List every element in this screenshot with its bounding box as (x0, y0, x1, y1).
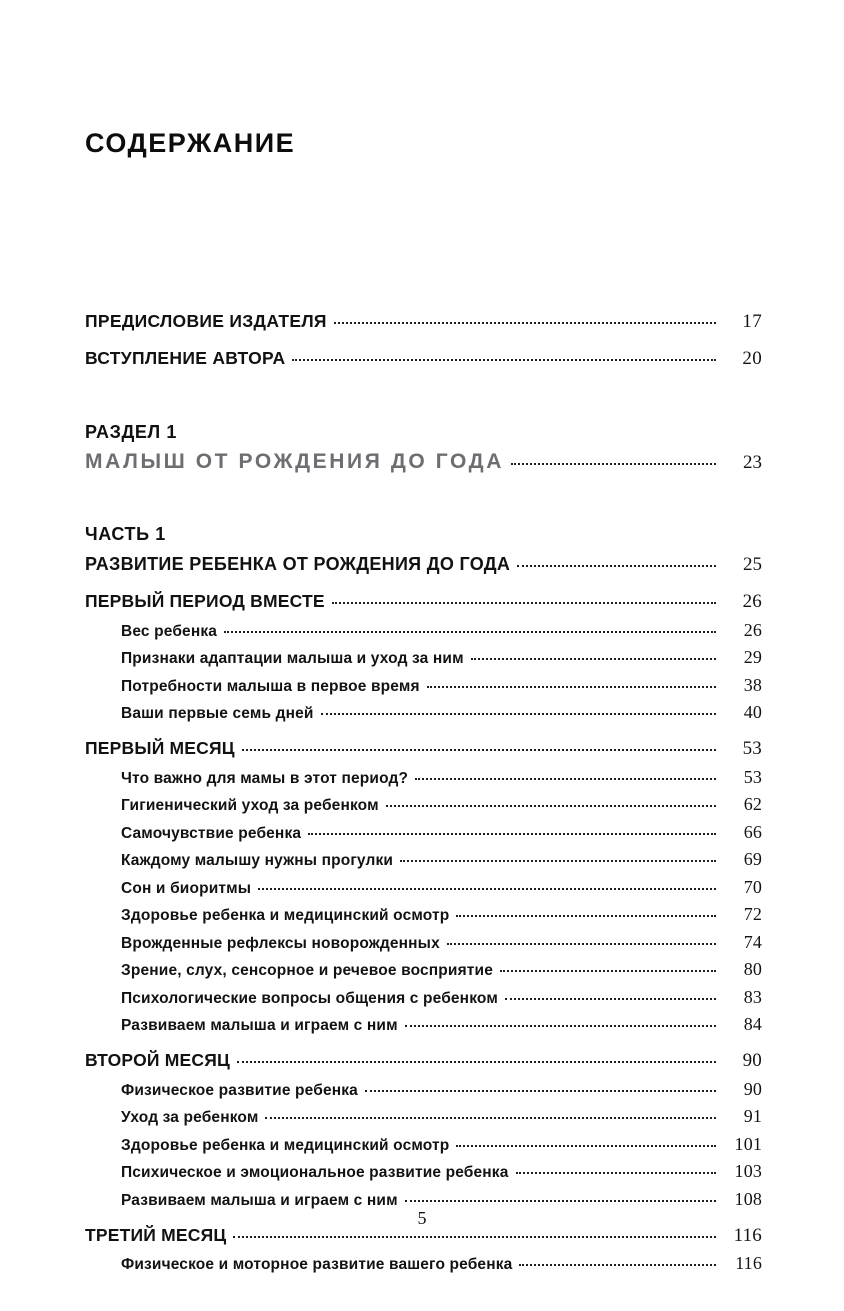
footer-page-number: 5 (417, 1208, 427, 1228)
toc-entry-page: 80 (743, 959, 762, 979)
toc-entry-page: 83 (743, 986, 762, 1007)
dot-leader (456, 1145, 716, 1147)
chapter-block (85, 591, 762, 723)
toc-entry-page: 72 (743, 904, 762, 924)
dot-leader (308, 833, 716, 835)
chapter-title: ПЕРВЫЙ МЕСЯЦ (85, 738, 235, 758)
toc-entry-page: 25 (743, 554, 762, 575)
toc-entry (121, 1106, 762, 1127)
toc-entry-label: Потребности малыша в первое время (121, 677, 420, 695)
toc-entry-page: 91 (743, 1106, 762, 1126)
dot-leader (447, 943, 716, 945)
section-title: МАЛЫШ ОТ РОЖДЕНИЯ ДО ГОДА (85, 450, 505, 473)
toc-entry-label: Гигиенический уход за ребенком (121, 797, 379, 814)
toc-entry (121, 767, 762, 788)
toc-entry-label: Зрение, слух, сенсорное и речевое восприятие (121, 962, 493, 979)
chapter-subitems (121, 767, 762, 1036)
dot-leader (427, 686, 716, 688)
toc-entry-label: Развиваем малыша и играем с ним (121, 1017, 398, 1034)
toc-entry (121, 1253, 762, 1274)
chapter-block (85, 1225, 762, 1275)
dot-leader (242, 749, 716, 751)
toc-entry-page: 74 (743, 931, 762, 952)
chapter-entry (85, 591, 762, 613)
toc-entry (121, 1134, 762, 1155)
toc-entry-label: Каждому малышу нужны прогулки (121, 852, 394, 869)
dot-leader (505, 998, 716, 1000)
page-title: СОДЕРЖАНИЕ (85, 128, 296, 158)
toc-entry-page: 62 (743, 794, 762, 814)
toc-entry-label: ПРЕДИСЛОВИЕ ИЗДАТЕЛЯ (85, 311, 327, 331)
dot-leader (511, 463, 716, 465)
toc-entry-label: Врожденные рефлексы новорожденных (121, 934, 440, 952)
toc-entry-page: 20 (742, 348, 762, 369)
dot-leader (233, 1236, 716, 1238)
toc-entry-page: 40 (743, 702, 762, 722)
dot-leader (237, 1061, 716, 1063)
section-kicker: РАЗДЕЛ 1 (85, 422, 177, 442)
toc-entry (121, 620, 762, 641)
toc-entry-label: Вес ребенка (121, 622, 218, 640)
toc-entry (85, 311, 762, 333)
chapter-subitems (121, 1079, 762, 1210)
chapter-block (85, 738, 762, 1035)
toc-entry-page: 101 (734, 1133, 762, 1154)
toc-entry-label: Самочувствие ребенка (121, 824, 302, 842)
toc-entry-label: Уход за ребенком (121, 1109, 259, 1126)
toc-entry (121, 1161, 762, 1182)
toc-entry-page: 17 (742, 311, 762, 332)
dot-leader (400, 860, 716, 862)
toc-entry (121, 1189, 762, 1210)
toc-entry-page: 84 (743, 1014, 762, 1034)
dot-leader (517, 565, 716, 567)
chapter-page: 90 (742, 1050, 762, 1071)
toc-entry-page: 116 (735, 1253, 762, 1273)
toc-entry-page: 38 (743, 674, 762, 695)
chapter-page: 26 (742, 591, 762, 612)
toc-entry-label: Что важно для мамы в этот период? (121, 769, 409, 787)
dot-leader (258, 888, 716, 890)
toc-entry-label: Признаки адаптации малыша и уход за ним (121, 650, 464, 667)
chapter-title: ВТОРОЙ МЕСЯЦ (85, 1050, 230, 1070)
toc-entry-page: 108 (734, 1188, 762, 1209)
toc-entry (85, 450, 762, 474)
dot-leader (365, 1090, 716, 1092)
toc-entry-label: Психическое и эмоциональное развитие ребенка (121, 1164, 509, 1181)
dot-leader (500, 970, 716, 972)
toc-entry-label: Психологические вопросы общения с ребенком (121, 989, 498, 1007)
toc-entry (121, 647, 762, 668)
chapter-subitems (121, 620, 762, 724)
dot-leader (332, 602, 716, 604)
dot-leader (405, 1200, 716, 1202)
dot-leader (415, 778, 716, 780)
dot-leader (456, 915, 716, 917)
toc-entry (121, 932, 762, 953)
chapter-page: 53 (742, 738, 762, 759)
toc-entry-label: Сон и биоритмы (121, 879, 252, 897)
dot-leader (471, 658, 716, 660)
toc-entry (121, 849, 762, 870)
part-title: РАЗВИТИЕ РЕБЕНКА ОТ РОЖДЕНИЯ ДО ГОДА (85, 554, 511, 574)
dot-leader (321, 713, 716, 715)
toc-entry (121, 959, 762, 980)
dot-leader (519, 1264, 716, 1266)
toc-entry-page: 53 (743, 766, 762, 787)
chapter-block (85, 1050, 762, 1210)
toc-entry (85, 554, 762, 576)
dot-leader (405, 1025, 716, 1027)
chapter-title: ТРЕТИЙ МЕСЯЦ (85, 1224, 227, 1245)
dot-leader (516, 1172, 717, 1174)
toc-entry (121, 987, 762, 1008)
toc-entry-page: 103 (734, 1161, 762, 1181)
chapter-entry (85, 738, 762, 760)
part-block (85, 524, 762, 576)
toc-entry-page: 70 (743, 876, 762, 897)
toc-entry-label: Здоровье ребенка и медицинский осмотр (121, 907, 450, 924)
chapter-entry (85, 1050, 762, 1072)
toc-entry-page: 29 (743, 647, 762, 667)
dot-leader (292, 359, 716, 361)
toc-entry (85, 348, 762, 370)
toc-entry-page: 90 (743, 1078, 762, 1099)
toc-entry (121, 1079, 762, 1100)
toc-entry (121, 702, 762, 723)
toc-entry-label: Развиваем малыша и играем с ним (121, 1191, 398, 1209)
front-matter (85, 311, 762, 370)
toc-entry (121, 794, 762, 815)
chapter-title: ПЕРВЫЙ ПЕРИОД ВМЕСТЕ (85, 591, 325, 611)
toc-entry (121, 822, 762, 843)
toc-entry-page: 26 (743, 619, 762, 640)
toc-entry (121, 1014, 762, 1035)
toc-entry-label: Физическое развитие ребенка (121, 1081, 358, 1099)
chapter-subitems (121, 1253, 762, 1274)
toc-entry-label: Здоровье ребенка и медицинский осмотр (121, 1136, 450, 1154)
toc-entry-page: 69 (743, 849, 762, 869)
dot-leader (386, 805, 716, 807)
toc-entry-page: 23 (743, 452, 762, 473)
toc-entry-label: Физическое и моторное развитие вашего ребенка (121, 1256, 513, 1273)
toc-entry-label: ВСТУПЛЕНИЕ АВТОРА (85, 348, 286, 368)
section-block (85, 422, 762, 474)
dot-leader (224, 631, 716, 633)
part-kicker: ЧАСТЬ 1 (85, 524, 166, 544)
toc-entry (121, 877, 762, 898)
dot-leader (334, 322, 716, 324)
toc-entry-page: 66 (743, 821, 762, 842)
toc-entry (121, 675, 762, 696)
dot-leader (265, 1117, 716, 1119)
chapter-page: 116 (733, 1224, 762, 1246)
toc-entry-label: Ваши первые семь дней (121, 705, 314, 722)
toc-entry (121, 904, 762, 925)
